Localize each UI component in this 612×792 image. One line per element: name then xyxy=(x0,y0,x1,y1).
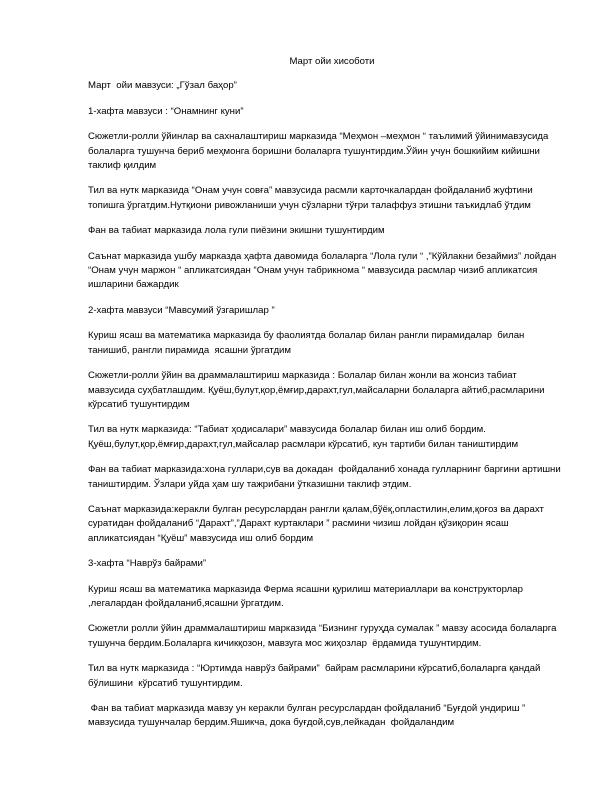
paragraph: Сюжетли-ролли ўйин ва драммалаштириш марказида : Болалар билан жонли ва жонсиз табиат мавзусида суҳбатлашдим. Қуёш,булут,қор,ёмғир,дарахт,гул,майсаларни болаларга айтиб,расмларини кўрсатиб тушунтирдим xyxy=(88,370,548,410)
paragraph: Фан ва табиат марказида лола гули пиёзини экишни тушунтирдим xyxy=(88,225,385,237)
page-title: Март ойи хисоботи xyxy=(289,56,375,67)
paragraph: Фан ва табиат марказида:хона гуллари,сув ва докадан фойдаланиб хонада гулларнинг баргини артишни таништирдим. Ўзлари уйда ҳам шу тажрибани ўтказишни таклиф этдим. xyxy=(88,464,564,490)
paragraph: 3-хафта “Наврўз байрами” xyxy=(88,558,207,570)
paragraph: Тил ва нутк марказида: “Табиат ҳодисалари” мавзусида болалар билан иш олиб бордим. Қуёш,булут,қор,ёмғир,дарахт,гул,майсалар расмлари кўрсатиб, кун тартиби билан таништирдим xyxy=(88,424,519,450)
paragraph: Саънат марказида ушбу марказда ҳафта давомида болаларга “Лола гули “ ,”Кўйлакни безаймиз” лойдан “Онам учун маржон “ апликатсиядан “Онам учун табрикнома “ мавзусида расмлар чизиб апликатсия ишларини бажардик xyxy=(88,250,560,291)
paragraph: 2-хафта мавзуси “Мавсумий ўзгаришлар ” xyxy=(88,304,275,316)
paragraph: Куриш ясаш ва математика марказида Ферма ясашни қурилиш материаллари ва конструкторлар ,легалардан фойдаланиб,ясашни ўргатдим. xyxy=(88,583,526,609)
paragraph: Фан ва табиат марказида мавзу ун керакли булган ресурслардан фойдаланиб “Буғдой ундириш ” мавзусида тушунчалар бердим.Яшикча, дока буғдой,сув,лейкадан фойдаландим xyxy=(88,703,528,729)
paragraph: 1-хафта мавзуси : “Онамнинг куни” xyxy=(88,105,244,117)
paragraph: Тил ва нутк марказида : “Юртимда наврўз байрами” байрам расмларини кўрсатиб,болаларга қандай бўлишини кўрсатиб тушунтирдим. xyxy=(88,663,543,689)
paragraph: Март ойи мавзуси: „Гўзал баҳор” xyxy=(88,80,237,92)
paragraph: Тил ва нутк марказида “Онам учун совға” мавзусида расмли карточкалардан фойдаланиб жуфтини топишга ўргатдим.Нутқиони ривожланиши учун сўзларни тўғри талаффуз этишни таъкидлаб ўтдим xyxy=(88,185,536,211)
paragraph: Сюжетли-ролли ўйинлар ва сахналаштириш марказида “Меҳмон –меҳмон “ таълимий ўйинимавзусида болаларга тушунча бериб меҳмонга боришни болаларга тушунтирдим.Ўйин учун бошкийим кийишни таклиф қилдим xyxy=(88,131,551,172)
paragraph: Сюжетли ролли ўйин драммалаштириш марказида “Бизнинг гуруҳда сумалак ” мавзу асосида болаларга тушунча бердим.Болаларга кичикқозон, мавзуга мос жиҳозлар ёрдамида тушунтирдим. xyxy=(88,623,560,649)
paragraph: Саънат марказида:керакли булган ресурслардан рангли қалам,бўёқ,опластилин,елим,қоғоз ва дарахт суратидан фойдаланиб “Дарахт”,”Дарахт куртаклари ” расмини чизиш лойдан қўзиқорин ясаш апликатсиядан “Қуёш” мавзусида иш олиб бордим xyxy=(88,503,547,544)
paragraph: Куриш ясаш ва математика марказида бу фаолиятда болалар билан рангли пирамидалар билан танишиб, рангли пирамида ясашни ўргатдим xyxy=(88,330,528,356)
